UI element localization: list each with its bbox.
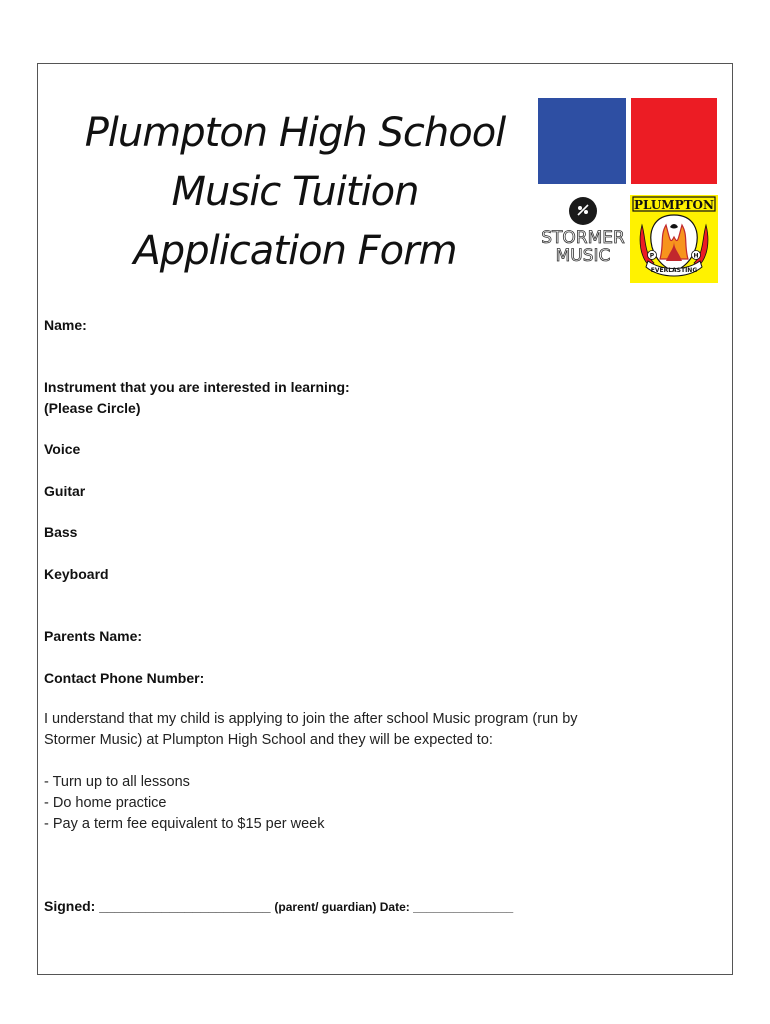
contact-phone-label: Contact Phone Number: — [44, 670, 205, 686]
crest-badge-right: H — [693, 252, 699, 260]
phoenix-crest-icon — [630, 195, 718, 283]
crest-name: PLUMPTON — [634, 198, 714, 212]
guardian-date-field: (parent/ guardian) Date: _______________ — [274, 900, 514, 914]
record-disc-icon — [569, 197, 597, 225]
signature-line — [44, 898, 513, 914]
stormer-word: STORMER — [541, 228, 625, 248]
instrument-option-guitar: Guitar — [44, 483, 86, 499]
title-line-1: Plumpton High School — [84, 110, 506, 156]
red-color-block — [631, 98, 717, 184]
expectation-item: - Do home practice — [44, 795, 167, 811]
crest-badge-left: P — [649, 252, 655, 260]
expectation-item: - Pay a term fee equivalent to $15 per week — [44, 816, 325, 832]
statement-line-2: Stormer Music) at Plumpton High School and they will be expected to: — [44, 732, 493, 748]
instrument-hint: (Please Circle) — [44, 400, 141, 416]
expectation-item: - Turn up to all lessons — [44, 774, 190, 790]
blue-color-block — [538, 98, 626, 184]
crest-motto: EVERLASTING — [650, 267, 698, 274]
instrument-question: Instrument that you are interested in learning: — [44, 379, 350, 395]
title-line-2: Music Tuition — [171, 169, 419, 215]
statement-line-1: I understand that my child is applying to join the after school Music program (run by — [44, 711, 578, 727]
stormer-music-logo — [540, 195, 626, 285]
plumpton-crest-logo — [630, 195, 718, 283]
form-title — [40, 104, 550, 281]
parents-name-label: Parents Name: — [44, 628, 143, 644]
title-line-3: Application Form — [133, 228, 457, 274]
signed-field: Signed: ______________________ — [44, 898, 271, 914]
music-word: MUSIC — [555, 246, 611, 266]
name-label: Name: — [44, 317, 87, 333]
instrument-option-bass: Bass — [44, 524, 78, 540]
instrument-option-voice: Voice — [44, 441, 81, 457]
instrument-option-keyboard: Keyboard — [44, 566, 109, 582]
